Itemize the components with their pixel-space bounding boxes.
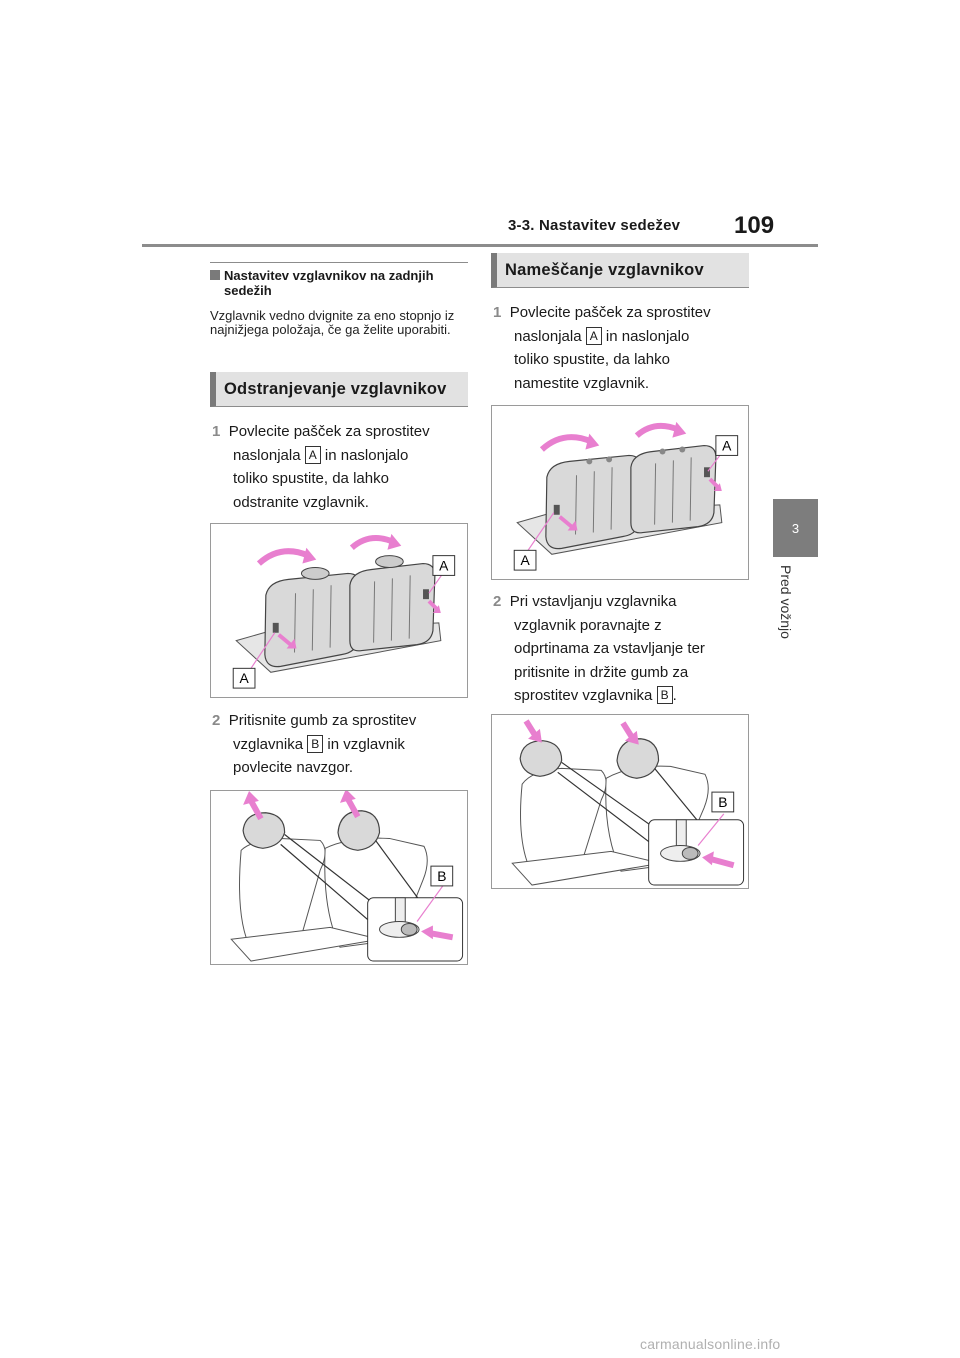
install-step-2 bbox=[493, 590, 755, 708]
label-b: B bbox=[657, 686, 673, 704]
step-line: vzglavnik poravnajte z bbox=[514, 616, 662, 634]
step-line: namestite vzglavnik. bbox=[514, 374, 650, 392]
figure-label-a: A bbox=[439, 557, 449, 574]
step-line: povlecite navzgor. bbox=[233, 759, 354, 776]
step-line: Povlecite pašček za sprostitev bbox=[509, 304, 711, 321]
square-bullet-icon bbox=[210, 270, 220, 280]
step-number: 1 bbox=[493, 304, 502, 321]
figure-install-insert-headrest bbox=[491, 714, 749, 889]
figure-install-fold-seatback bbox=[491, 405, 749, 580]
step-line: . bbox=[672, 687, 677, 704]
page-number: 109 bbox=[734, 212, 775, 239]
removal-step-1 bbox=[212, 420, 472, 514]
note-divider bbox=[210, 262, 468, 263]
step-line: toliko spustite, da lahko bbox=[233, 470, 389, 487]
footer-watermark[interactable]: carmanualsonline.info bbox=[640, 1336, 781, 1352]
figure-remove-fold-seatback bbox=[210, 523, 468, 698]
chapter-tab: 3 bbox=[773, 499, 818, 557]
figure-remove-pull-headrest bbox=[210, 790, 468, 965]
install-heading: Nameščanje vzglavnikov bbox=[491, 253, 749, 288]
step-line: odstranite vzglavnik. bbox=[233, 493, 369, 511]
header-divider bbox=[142, 244, 818, 247]
label-a: A bbox=[586, 327, 602, 345]
install-step-1 bbox=[493, 301, 755, 395]
step-line: vzglavnika bbox=[233, 735, 304, 753]
note-text: Vzglavnik vedno dvignite za eno stopnjo iz najnižjega položaja, če ga želite uporabiti. bbox=[210, 308, 455, 337]
note-title-line2: sedežih bbox=[224, 283, 272, 298]
step-line: pritisnite in držite gumb za bbox=[514, 663, 689, 681]
label-b: B bbox=[307, 735, 323, 753]
step-line: in naslonjalo bbox=[605, 327, 690, 345]
section-title: 3-3. Nastavitev sedežev bbox=[508, 217, 681, 234]
figure-label-a: A bbox=[722, 437, 732, 454]
step-line: toliko spustite, da lahko bbox=[514, 351, 670, 368]
removal-step-2 bbox=[212, 709, 472, 780]
label-a: A bbox=[305, 446, 321, 464]
note-title-line1: Nastavitev vzglavnikov na zadnjih bbox=[224, 268, 434, 283]
step-line: in vzglavnik bbox=[327, 735, 405, 753]
step-line: in naslonjalo bbox=[324, 446, 409, 464]
step-line: naslonjala bbox=[233, 446, 301, 464]
figure-label-a: A bbox=[239, 670, 249, 687]
step-number: 2 bbox=[493, 593, 502, 610]
figure-label-b: B bbox=[718, 793, 728, 810]
note-title bbox=[210, 268, 468, 298]
step-line: naslonjala bbox=[514, 327, 582, 345]
removal-heading: Odstranjevanje vzglavnikov bbox=[210, 372, 468, 407]
step-line: Pritisnite gumb za sprostitev bbox=[228, 712, 417, 729]
chapter-label: Pred vožnjo bbox=[778, 565, 794, 639]
step-number: 2 bbox=[212, 712, 221, 729]
step-line: Pri vstavljanju vzglavnika bbox=[509, 593, 677, 610]
figure-label-a: A bbox=[520, 552, 530, 569]
step-number: 1 bbox=[212, 423, 221, 440]
figure-label-b: B bbox=[437, 867, 447, 884]
step-line: odprtinama za vstavljanje ter bbox=[514, 640, 705, 657]
step-line: Povlecite pašček za sprostitev bbox=[228, 423, 430, 440]
step-line: sprostitev vzglavnika bbox=[514, 687, 653, 704]
